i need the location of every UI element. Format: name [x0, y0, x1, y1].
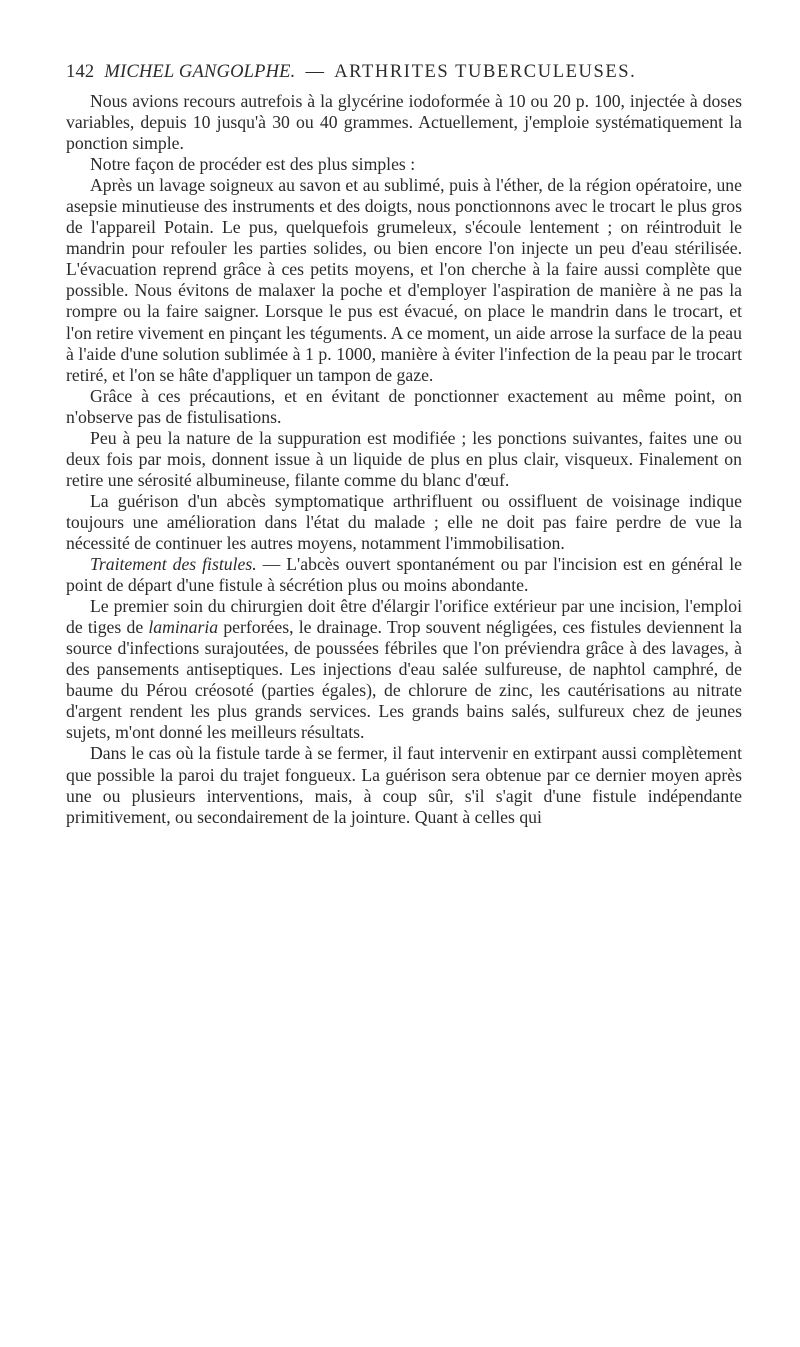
body-text: [66, 91, 742, 828]
paragraph-text: — L'abcès ouvert spontanément ou par l'incision est en général le point de départ d'une fistule à sécrétion plus ou moins abondante.: [66, 554, 743, 596]
paragraph: [66, 743, 742, 827]
paragraph: [66, 91, 742, 154]
paragraph-text: Notre façon de procéder est des plus simples :: [90, 154, 416, 175]
paragraph: [66, 554, 742, 596]
paragraph-text: Après un lavage soigneux au savon et au sublimé, puis à l'éther, de la région opératoire, une asepsie minutieuse des instruments et des doigts, nous ponctionnons avec le trocart le plus gros de l'appareil Potain. Le pus, quelquefois grumeleux, s'écoule lentement ; on réintroduit le mandrin pour refouler les parties solides, ou bien encore l'on injecte un peu d'eau stérilisée. L'évacuation reprend grâce à ces petits moyens, et l'on cherche à la faire aussi complète que possible. Nous évitons de malaxer la poche et d'employer l'aspiration de manière à ne pas la rompre ou la faire saigner. Lorsque le pus est évacué, on place le mandrin dans le trocart, et l'on retire vivement en pinçant les téguments. A ce moment, un aide arrose la surface de la peau à l'aide d'une solution sublimée à 1 p. 1000, manière à éviter l'infection de la peau par le trocart retiré, et l'on se hâte d'appliquer un tampon de gaze.: [66, 175, 742, 385]
paragraph-text: Le premier soin du chirurgien doit être d'élargir l'orifice extérieur par une incision, l'emploi de tiges de: [66, 596, 742, 638]
running-head-dash: —: [305, 62, 325, 82]
paragraph: [66, 175, 742, 385]
paragraph-text: Peu à peu la nature de la suppuration est modifiée ; les ponctions suivantes, faites une ou deux fois par mois, donnent issue à un liquide de plus en plus clair, visqueux. Finalement on retire une sérosité albumineuse, filante comme du blanc d'œuf.: [66, 427, 742, 490]
paragraph-text: Dans le cas où la fistule tarde à se fermer, il faut intervenir en extirpant aussi complètement que possible la paroi du trajet fongueux. La guérison sera obtenue par ce dernier moyen après une ou plusieurs interventions, mais, à coup sûr, s'il s'agit d'une fistule indépendante primitivement, ou secondairement de la jointure. Quant à celles qui: [66, 743, 742, 827]
paragraph: [66, 428, 742, 491]
paragraph-text: La guérison d'un abcès symptomatique arthrifluent ou ossifluent de voisinage indique toujours une amélioration dans l'état du malade ; elle ne doit pas faire perdre de vue la nécessité de continuer les autres moyens, notamment l'immobilisation.: [66, 490, 742, 553]
paragraph-text: Nous avions recours autrefois à la glycérine iodoformée à 10 ou 20 p. 100, injectée à doses variables, depuis 10 jusqu'à 30 ou 40 grammes. Actuellement, j'emploie systématiquement la ponction simple.: [66, 91, 742, 154]
page-number: 142: [66, 62, 95, 82]
italic-text: laminaria: [148, 617, 219, 638]
paragraph-text: perforées, le drainage. Trop souvent négligées, ces fistules deviennent la source d'infections surajoutées, de poussées fébriles que l'on préviendra grâce à des lavages, à des pansements antiseptiques. Les injections d'eau salée sulfureuse, de naphtol camphré, de baume du Pérou créosoté (parties égales), de chlorure de zinc, les cautérisations au nitrate d'argent rendent les plus grands services. Les grands bains salés, sulfureux chez de jeunes sujets, m'ont donné les meilleurs résultats.: [66, 617, 743, 743]
running-head-author: MICHEL GANGOLPHE.: [104, 62, 296, 82]
italic-text: Traitement des fistules.: [90, 554, 257, 575]
paragraph: [66, 154, 742, 175]
paragraph-text: Grâce à ces précautions, et en évitant de ponctionner exactement au même point, on n'observe pas de fistulisations.: [66, 385, 742, 427]
running-head: [66, 62, 742, 83]
paragraph: [66, 596, 742, 743]
book-page: [66, 62, 742, 828]
paragraph: [66, 491, 742, 554]
paragraph: [66, 386, 742, 428]
running-head-title: ARTHRITES TUBERCULEUSES.: [334, 62, 637, 82]
